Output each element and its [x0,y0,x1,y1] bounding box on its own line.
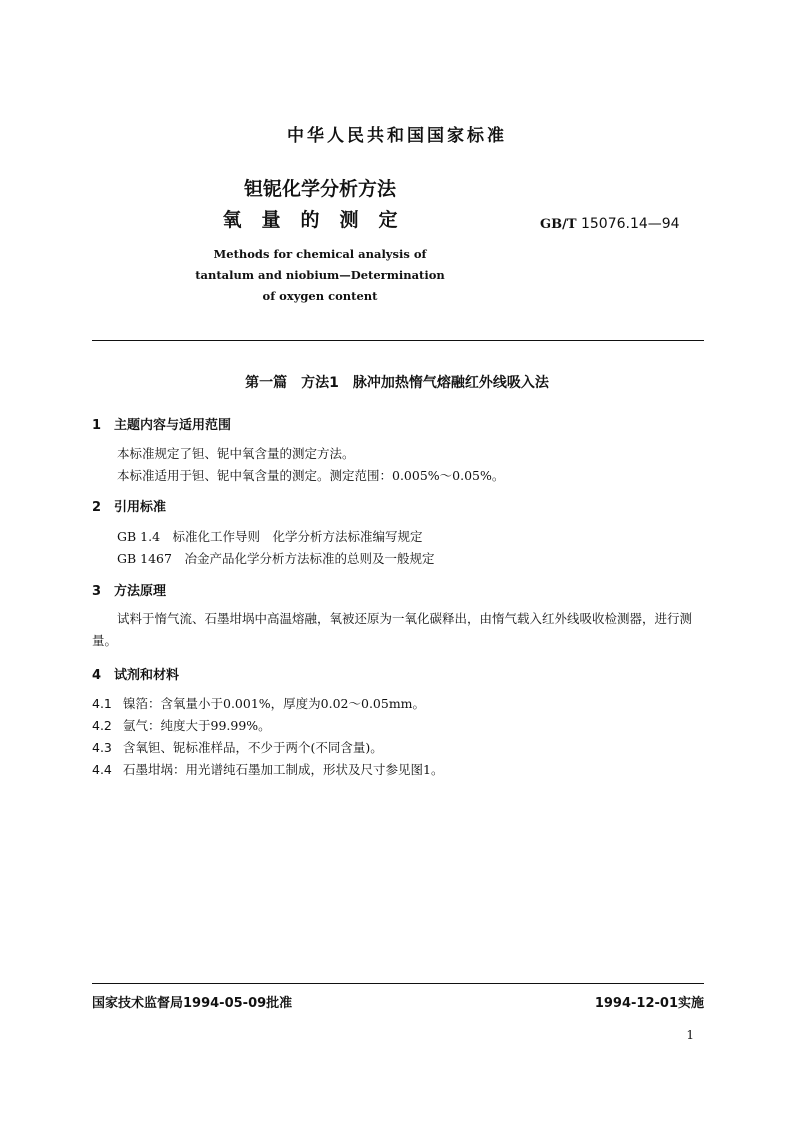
section-4-title: 试剂和材料 [114,668,180,683]
list-item [92,694,425,712]
standard-code: 15076.14—94 [580,216,680,232]
section-2-number: 2 [92,500,102,515]
list-item [92,716,271,734]
section-3-paragraph [92,608,704,652]
item-text: 含氧钽、铌标准样品，不少于两个(不同含量)。 [123,740,383,755]
item-number: 4.2 [92,718,112,733]
list-item [92,760,443,778]
header-divider [92,340,704,341]
item-number: 4.1 [92,696,112,711]
section-2-heading [92,496,166,515]
section-3-title: 方法原理 [114,584,167,599]
english-title-line1: Methods for chemical analysis of [213,247,427,261]
section-3-text: 试料于惰气流、石墨坩埚中高温熔融，氧被还原为一氧化碳释出，由惰气载入红外线吸收检测器，进行测量。 [92,611,693,648]
section-3-number: 3 [92,584,102,599]
reference-item: GB 1467 冶金产品化学分析方法标准的总则及一般规定 [117,551,435,566]
list-item [92,738,383,756]
national-standard-heading: 中华人民共和国国家标准 [287,126,507,146]
page-number: 1 [686,1028,694,1042]
part-title: 第一篇 方法1 脉冲加热惰气熔融红外线吸入法 [245,375,549,391]
item-number: 4.3 [92,740,112,755]
item-text: 石墨坩埚：用光谱纯石墨加工制成，形状及尺寸参见图1。 [123,762,444,777]
english-title-line2: tantalum and niobium—Determination [195,268,445,282]
english-title-line3: of oxygen content [262,289,378,303]
section-1-paragraph: 本标准适用于钽、铌中氧含量的测定。测定范围：0.005%～0.05%。 [117,468,505,483]
section-3-heading [92,580,166,599]
item-text: 氩气：纯度大于99.99%。 [123,718,271,733]
section-1-heading [92,414,231,433]
reference-item: GB 1.4 标准化工作导则 化学分析方法标准编写规定 [117,529,423,544]
chinese-title-line2: 氧量的测定 [222,209,418,231]
footer-divider [92,983,704,984]
section-4-heading [92,664,179,683]
chinese-title-line1: 钽铌化学分析方法 [243,178,396,200]
standard-prefix: GB/T [540,217,577,232]
implementation-date: 1994-12-01实施 [594,996,704,1011]
item-number: 4.4 [92,762,112,777]
standard-number [540,216,680,232]
approval-date: 国家技术监督局1994-05-09批准 [92,996,293,1011]
section-2-title: 引用标准 [114,500,167,515]
section-1-title: 主题内容与适用范围 [114,418,232,433]
section-1-number: 1 [92,418,102,433]
section-4-number: 4 [92,668,102,683]
item-text: 镍箔：含氧量小于0.001%，厚度为0.02～0.05mm。 [123,696,426,711]
section-1-paragraph: 本标准规定了钽、铌中氧含量的测定方法。 [117,446,355,461]
